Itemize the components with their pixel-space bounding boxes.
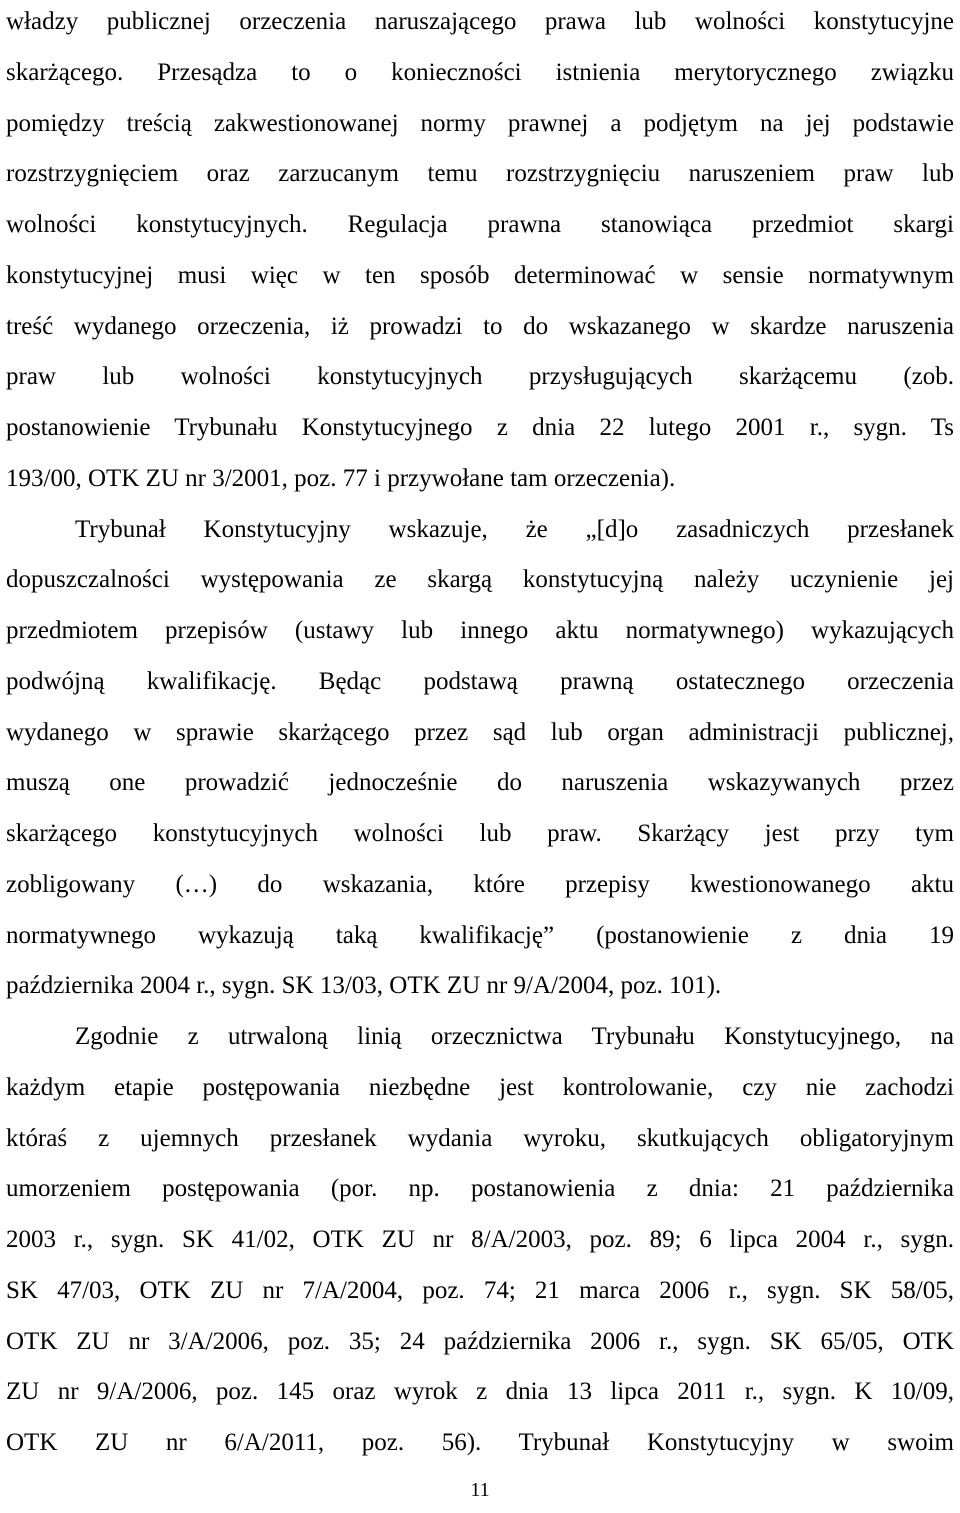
text-line: rozstrzygnięciem oraz zarzucanym temu rozstrzygnięciu naruszeniem praw lub (6, 160, 954, 188)
text-line: Trybunał Konstytucyjny wskazuje, że „[d]o zasadniczych przesłanek (75, 515, 954, 543)
text-line: umorzeniem postępowania (por. np. postanowienia z dnia: 21 października (6, 1175, 954, 1203)
text-line: wolności konstytucyjnych. Regulacja prawna stanowiąca przedmiot skargi (6, 211, 954, 238)
text-line: każdym etapie postępowania niezbędne jest kontrolowanie, czy nie zachodzi (6, 1073, 954, 1101)
text-line: normatywnego wykazują taką kwalifikację” (postanowienie z dnia 19 (6, 921, 954, 949)
text-line: zobligowany (…) do wskazania, które przepisy kwestionowanego aktu (6, 870, 954, 898)
text-line: OTK ZU nr 3/A/2006, poz. 35; 24 października 2006 r., sygn. SK 65/05, OTK (6, 1327, 954, 1355)
text-line: przedmiotem przepisów (ustawy lub innego aktu normatywnego) wykazujących (6, 617, 954, 644)
text-line: któraś z ujemnych przesłanek wydania wyroku, skutkujących obligatoryjnym (6, 1124, 954, 1152)
text-line: 193/00, OTK ZU nr 3/2001, poz. 77 i przywołane tam orzeczenia). (6, 464, 676, 492)
text-line: OTK ZU nr 6/A/2011, poz. 56). Trybunał Konstytucyjny w swoim (6, 1429, 954, 1456)
text-line: praw lub wolności konstytucyjnych przysługujących skarżącemu (zob. (6, 363, 954, 391)
text-line: skarżącego konstytucyjnych wolności lub praw. Skarżący jest przy tym (6, 820, 954, 847)
text-line: muszą one prowadzić jednocześnie do naruszenia wskazywanych przez (6, 769, 954, 797)
text-line: treść wydanego orzeczenia, iż prowadzi to do wskazanego w skardze naruszenia (6, 312, 954, 340)
text-line: władzy publicznej orzeczenia naruszającego prawa lub wolności konstytucyjne (6, 8, 954, 35)
page-number: 11 (470, 1479, 490, 1501)
text-line: wydanego w sprawie skarżącego przez sąd lub organ administracji publicznej, (6, 718, 954, 746)
text-line: pomiędzy treścią zakwestionowanej normy prawnej a podjętym na jej podstawie (6, 109, 954, 137)
text-line: 2003 r., sygn. SK 41/02, OTK ZU nr 8/A/2003, poz. 89; 6 lipca 2004 r., sygn. (6, 1226, 954, 1253)
text-line: ZU nr 9/A/2006, poz. 145 oraz wyrok z dnia 13 lipca 2011 r., sygn. K 10/09, (6, 1378, 954, 1406)
text-line: konstytucyjnej musi więc w ten sposób determinować w sensie normatywnym (6, 261, 954, 289)
text-line: Zgodnie z utrwaloną linią orzecznictwa Trybunału Konstytucyjnego, na (75, 1023, 954, 1050)
text-line: postanowienie Trybunału Konstytucyjnego z dnia 22 lutego 2001 r., sygn. Ts (6, 414, 954, 441)
text-line: października 2004 r., sygn. SK 13/03, OTK ZU nr 9/A/2004, poz. 101). (6, 972, 722, 1000)
text-line: skarżącego. Przesądza to o konieczności istnienia merytorycznego związku (6, 58, 954, 86)
text-line: podwójną kwalifikację. Będąc podstawą prawną ostatecznego orzeczenia (6, 667, 954, 695)
text-line: SK 47/03, OTK ZU nr 7/A/2004, poz. 74; 21 marca 2006 r., sygn. SK 58/05, (6, 1276, 954, 1304)
text-line: dopuszczalności występowania ze skargą konstytucyjną należy uczynienie jej (6, 566, 954, 594)
body-text (6, 2, 954, 1474)
